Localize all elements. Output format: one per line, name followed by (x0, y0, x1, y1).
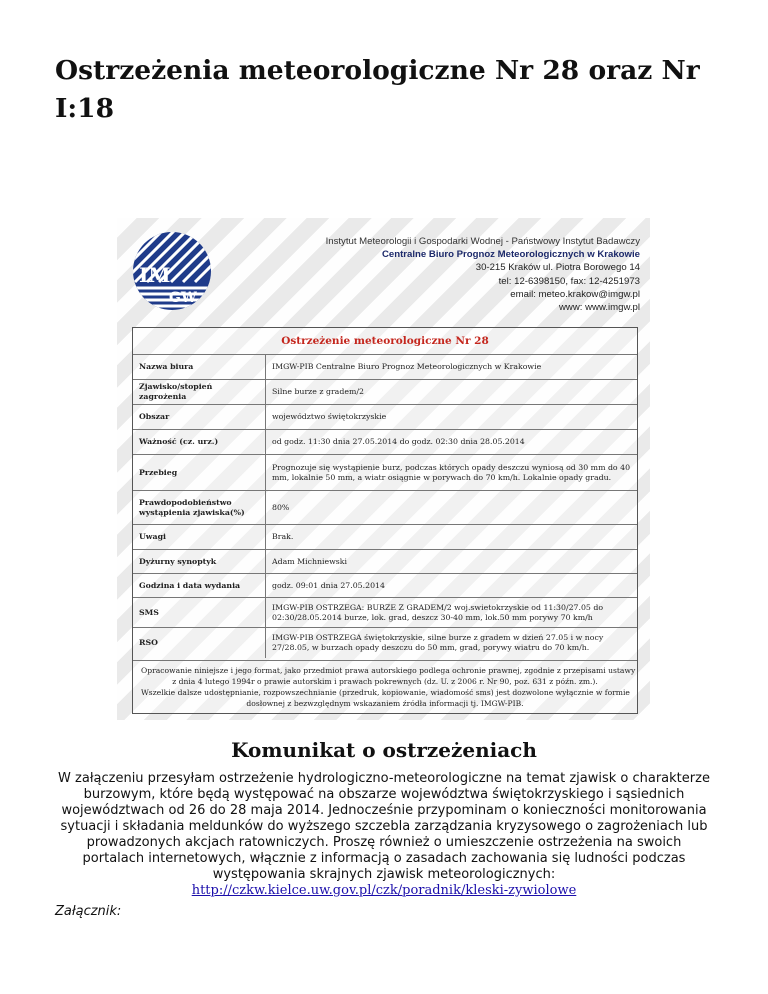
table-row (133, 598, 637, 628)
row-value: godz. 09:01 dnia 27.05.2014 (266, 574, 638, 598)
row-label: Nazwa biura (133, 355, 266, 380)
body-line: województwach od 26 do 28 maja 2014. Jednocześnie przypominam o konieczności monitorowania (61, 803, 707, 818)
page-title: Ostrzeżenia meteorologiczne Nr 28 oraz Nr I:18 (55, 55, 700, 124)
row-value: Brak. (266, 525, 638, 550)
table-row (133, 355, 637, 380)
warning-box (132, 327, 638, 714)
row-value: od godz. 11:30 dnia 27.05.2014 do godz. 02:30 dnia 28.05.2014 (266, 430, 638, 455)
copyright-line: Wszelkie dalsze udostępnianie, rozpowszechnianie (przedruk, kopiowanie, wiadomość sms) jest dozwolone wyłącznie w formie (141, 688, 630, 697)
body-line: prowadzonych akcjach ratowniczych. Proszę również o umieszczenie ostrzeżenia na swoich (86, 835, 682, 850)
body-line: występowania skrajnych zjawisk meteorologicznych: (212, 867, 556, 882)
row-label: Prawdopodobieństwo wystąpienia zjawiska(%) (133, 491, 266, 525)
row-label: Obszar (133, 405, 266, 430)
body-line: sytuacji i składania meldunków do wyższego szczebla zarządzania kryzysowego o zagrożeniach lub (60, 819, 708, 834)
institute-phone: tel: 12-6398150, fax: 12-4251973 (498, 275, 640, 287)
copyright-notice (133, 660, 637, 709)
row-label: Przebieg (133, 455, 266, 491)
row-label: SMS (133, 598, 266, 628)
table-row (133, 405, 637, 430)
warning-title: Ostrzeżenie meteorologiczne Nr 28 (281, 335, 489, 347)
copyright-line: dosłownej z bezwzględnym wskazaniem źródła informacji tj. IMGW-PIB. (246, 699, 524, 708)
row-value: IMGW-PIB Centralne Biuro Prognoz Meteorologicznych w Krakowie (266, 355, 638, 380)
komunikat-body (16, 771, 752, 899)
komunikat-heading: Komunikat o ostrzeżeniach (231, 738, 537, 762)
copyright-line: z dnia 4 lutego 1994r o prawie autorskim i prawach pokrewnych (dz. U. z 2006 r. Nr 90, poz. 631 z późn. zm.). (172, 677, 598, 686)
row-value: IMGW-PIB OSTRZEGA świętokrzyskie, silne burze z gradem w dzień 27.05 i w nocy 27/28.05, w burzach opady deszczu do 50 mm, grad, porywy wiatru do 70 km/h. (266, 628, 638, 658)
table-row (133, 491, 637, 525)
row-label: Godzina i data wydania (133, 574, 266, 598)
institute-www: www: www.imgw.pl (558, 302, 640, 314)
guide-link[interactable]: http://czkw.kielce.uw.gov.pl/czk/poradnik/kleski-zywiolowe (191, 883, 577, 898)
table-row (133, 628, 637, 658)
table-row (133, 525, 637, 550)
imgw-logo (131, 230, 213, 312)
body-line: burzowym, które będą występować na obszarze województwa świętokrzyskiego i sąsiednich (83, 787, 685, 802)
row-label: Dyżurny synoptyk (133, 550, 266, 574)
table-row (133, 455, 637, 491)
row-label: Zjawisko/stopień zagrożenia (133, 380, 266, 405)
logo-text-top: IM (139, 263, 171, 287)
copyright-line: Opracowanie niniejsze i jego format, jako przedmiot prawa autorskiego podlega ochronie prawnej, zgodnie z przepisami ustawy (141, 666, 636, 675)
row-value: IMGW-PIB OSTRZEGA: BURZE Z GRADEM/2 woj.swietokrzyskie od 11:30/27.05 do 02:30/28.05.2014 burze, lok. grad, deszcz 30-40 mm, lok.50 mm porywy 70 km/h (266, 598, 638, 628)
row-label: Uwagi (133, 525, 266, 550)
bureau-name: Centralne Biuro Prognoz Meteorologicznych w Krakowie (381, 249, 640, 261)
row-label: RSO (133, 628, 266, 658)
row-value: Prognozuje się wystąpienie burz, podczas których opady deszczu wyniosą od 30 mm do 40 mm, lokalnie 50 mm, a wiatr osiągnie w porywach do 70 km/h. Lokalnie opady gradu. (266, 455, 638, 491)
institute-email: email: meteo.krakow@imgw.pl (510, 288, 640, 300)
warning-table (133, 354, 637, 658)
row-label: Ważność (cz. urz.) (133, 430, 266, 455)
institute-info (220, 235, 640, 314)
row-value: 80% (266, 491, 638, 525)
table-row (133, 550, 637, 574)
warning-document-image (117, 218, 650, 720)
row-value: Silne burze z gradem/2 (266, 380, 638, 405)
body-line: portalach internetowych, włącznie z informacją o zasadach zachowania się ludności podczas (82, 851, 686, 866)
logo-text-bottom: GW (169, 290, 197, 306)
attachment-label: Załącznik: (55, 904, 122, 919)
row-value: województwo świętokrzyskie (266, 405, 638, 430)
institute-name: Instytut Meteorologii i Gospodarki Wodnej - Państwowy Instytut Badawczy (325, 236, 640, 247)
institute-address: 30-215 Kraków ul. Piotra Borowego 14 (475, 262, 640, 274)
table-row (133, 430, 637, 455)
body-line: W załączeniu przesyłam ostrzeżenie hydrologiczno-meteorologiczne na temat zjawisk o charakterze (58, 771, 710, 786)
table-row (133, 380, 637, 405)
table-row (133, 574, 637, 598)
row-value: Adam Michniewski (266, 550, 638, 574)
